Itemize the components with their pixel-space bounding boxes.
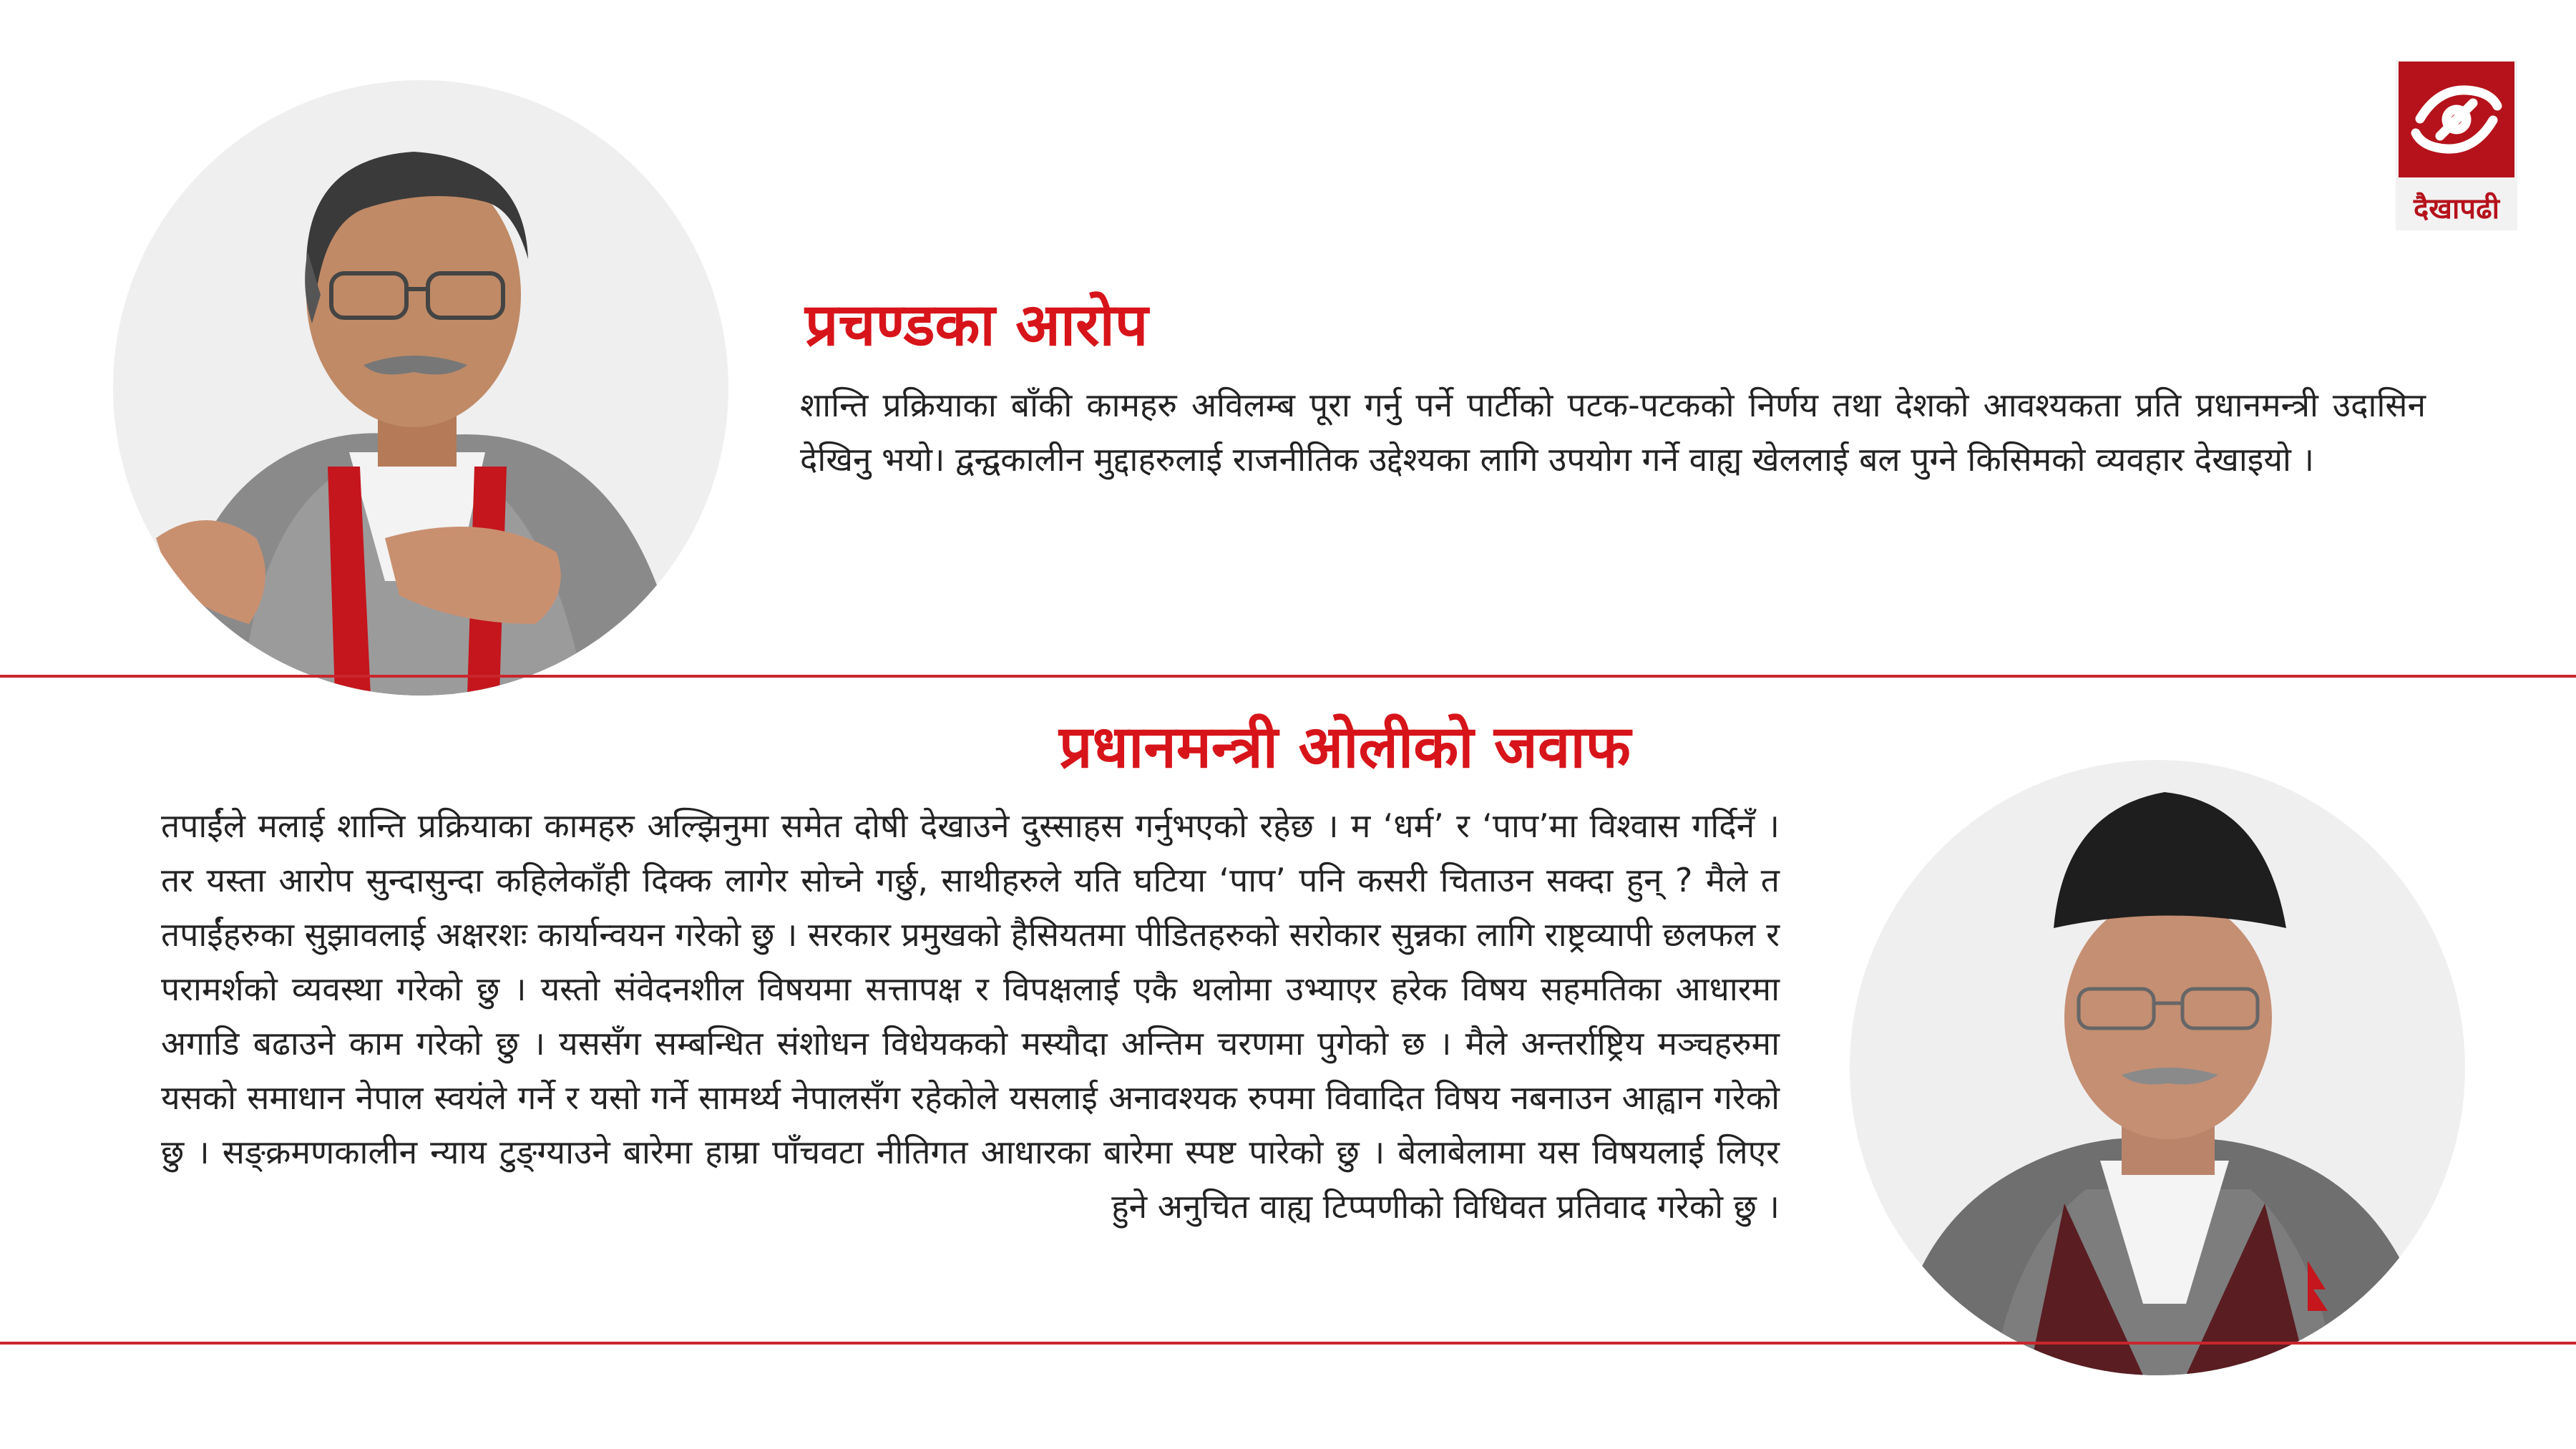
- divider: [0, 675, 2576, 678]
- portrait-oli: [1850, 760, 2465, 1375]
- brand-logo-text: दैखापढी: [2414, 192, 2499, 225]
- section-1-heading: प्रचण्डका आरोप: [805, 291, 1148, 359]
- section-2-body: तपाईंले मलाई शान्ति प्रक्रियाका कामहरु अल्झिनुमा समेत दोषी देखाउने दुस्साहस गर्नुभएको रहेछ । म ‘धर्म’ र ‘पाप’मा विश्वास गर्दिनँ । तर यस्ता आरोप सुन्दासुन्दा कहिलेकाँही दिक्क लागेर सोच्ने गर्छु, साथीहरुले यति घटिया ‘पाप’ पनि कसरी चिताउन सक्दा हुन् ? मैले त तपाईंहरुका सुझावलाई अक्षरशः कार्यान्वयन गरेको छु । सरकार प्रमुखको हैसियतमा पीडितहरुको सरोकार सुन्नका लागि राष्ट्रव्यापी छलफल र परामर्शको व्यवस्था गरेको छु । यस्तो संवेदनशील विषयमा सत्तापक्ष र विपक्षलाई एकै थलोमा उभ्याएर हरेक विषय सहमतिका आधारमा अगाडि बढाउने काम गरेको छु । यससँग सम्बन्धित संशोधन विधेयकको मस्यौदा अन्तिम चरणमा पुगेको छ । मैले अन्तर्राष्ट्रिय मञ्चहरुमा यसको समाधान नेपाल स्वयंले गर्ने र यसो गर्ने सामर्थ्य नेपालसँग रहेकोले यसलाई अनावश्यक रुपमा विवादित विषय नबनाउन आह्वान गरेको छु । सङ्क्रमणकालीन न्याय टुङ्ग्याउने बारेमा हाम्रा पाँचवटा नीतिगत आधारका बारेमा स्पष्ट पारेको छु । बेलाबेलामा यस विषयलाई लिएर हुने अनुचित वाह्य टिप्पणीको विधिवत प्रतिवाद गरेको छु ।: [161, 806, 1780, 1226]
- section-2-heading: प्रधानमन्त्री ओलीको जवाफ: [1059, 713, 1631, 781]
- divider: [0, 1342, 2576, 1345]
- section-1-body: शान्ति प्रक्रियाका बाँकी कामहरु अविलम्ब पूरा गर्नु पर्ने पार्टीको पटक-पटकको निर्णय तथा देशको आवश्यकता प्रति प्रधानमन्त्री उदासिन देखिनु भयो। द्वन्द्वकालीन मुद्दाहरुलाई राजनीतिक उद्देश्यका लागि उपयोग गर्ने वाह्य खेललाई बल पुग्ने किसिमको व्यवहार देखाइयो ।: [800, 386, 2426, 479]
- portrait-prachanda: [113, 80, 728, 696]
- brand-logo-mark-icon: [2399, 62, 2514, 177]
